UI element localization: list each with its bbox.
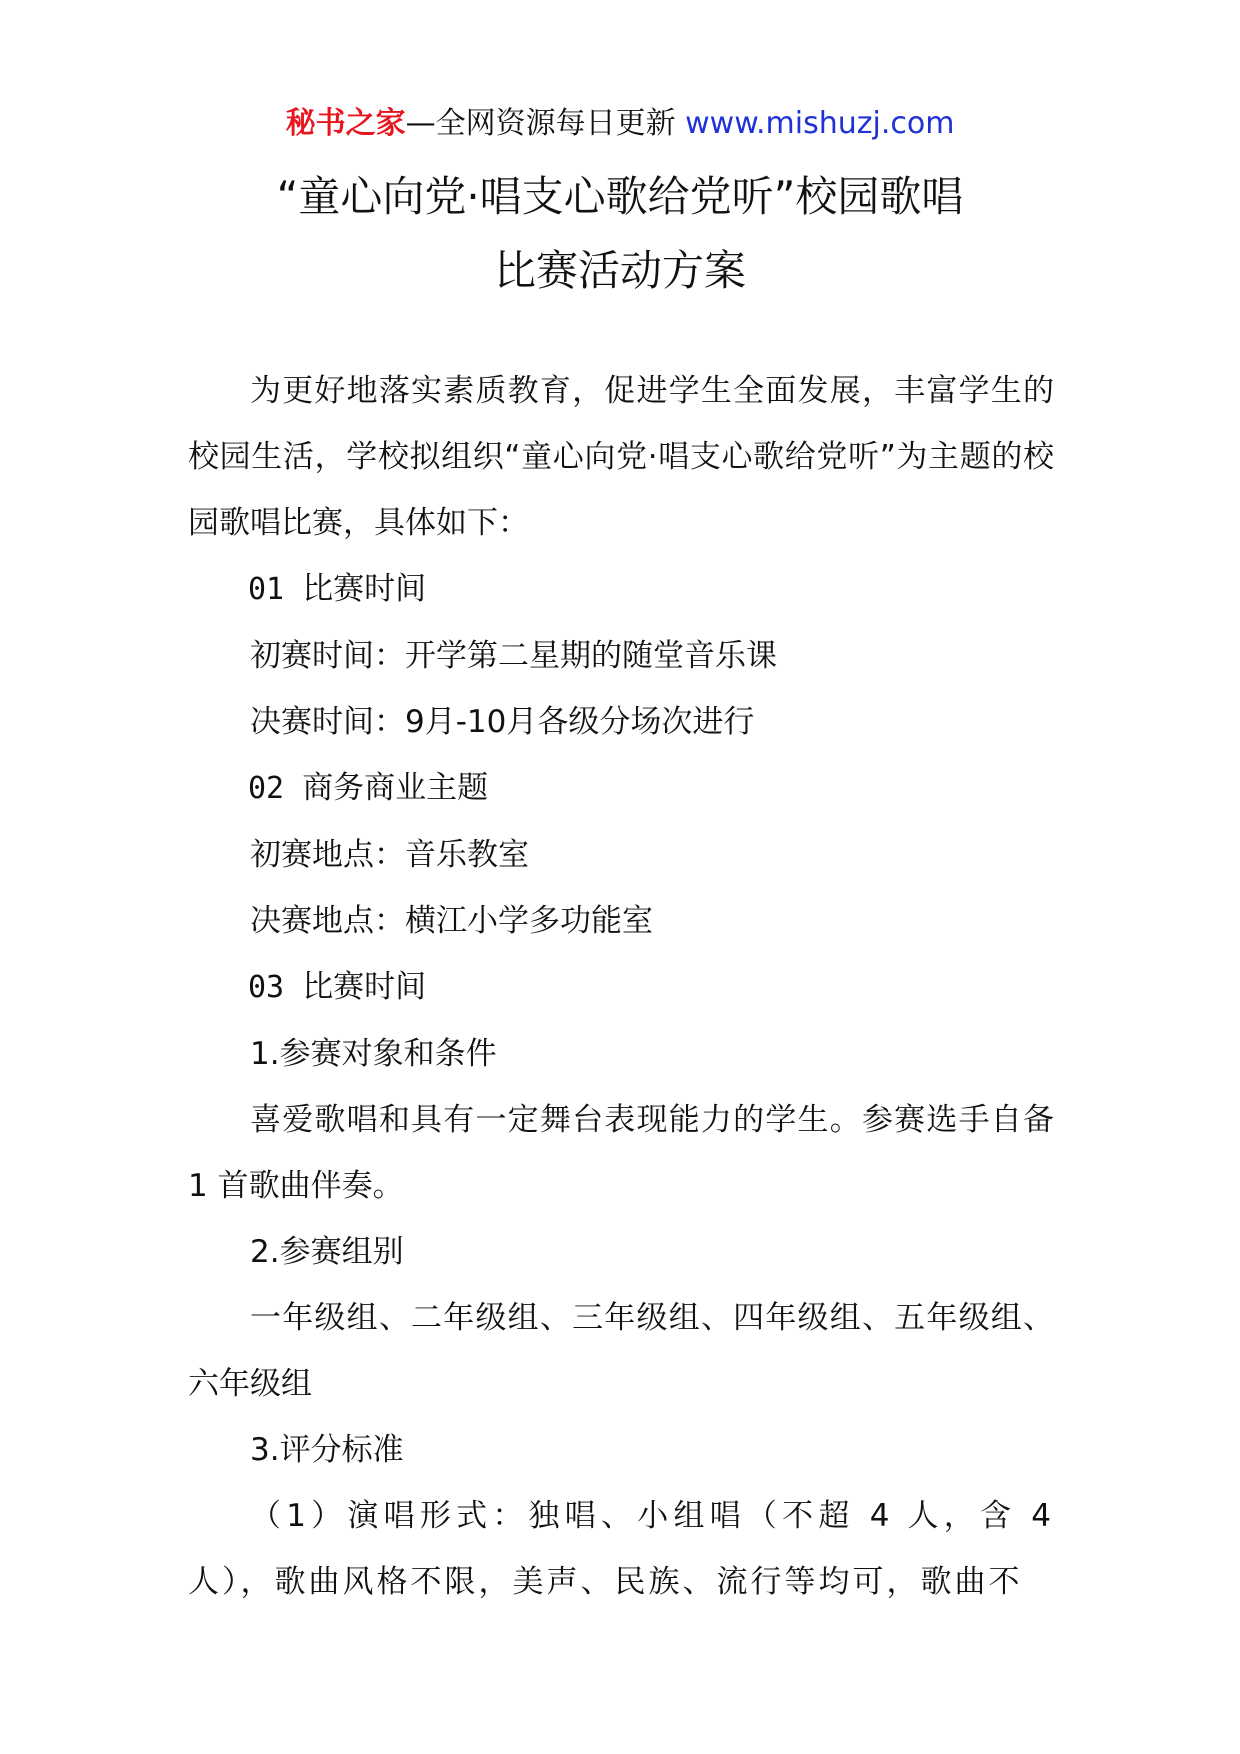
item-1-title: 1.参赛对象和条件 <box>250 1036 497 1072</box>
prelim-time-paragraph: 初赛时间：开学第二星期的随堂音乐课 <box>250 638 777 674</box>
final-place-paragraph: 决赛地点：横江小学多功能室 <box>250 903 653 939</box>
title-line-1: “童心向党·唱支心歌给党听”校园歌唱 <box>276 172 964 221</box>
item-2-title: 2.参赛组别 <box>250 1234 404 1270</box>
site-tagline: —全网资源每日更新 <box>405 106 686 141</box>
section-heading-02 <box>188 755 1054 822</box>
site-header <box>0 104 1240 144</box>
site-url[interactable]: www.mishuzj.com <box>685 106 955 141</box>
section-number: 01 <box>248 572 285 607</box>
item-1-body: 喜爱歌唱和具有一定舞台表现能力的学生。参赛选手自备 1 首歌曲伴奏。 <box>188 1102 1054 1204</box>
final-time-paragraph: 决赛时间：9月-10月各级分场次进行 <box>250 704 755 740</box>
item-2-body: 一年级组、二年级组、三年级组、四年级组、五年级组、六年级组 <box>188 1300 1054 1402</box>
section-number: 03 <box>248 970 285 1005</box>
item-3-title: 3.评分标准 <box>250 1432 404 1468</box>
section-heading-01 <box>188 556 1054 623</box>
document-title <box>0 160 1240 308</box>
document-body <box>188 358 1054 1615</box>
section-title: 比赛时间 <box>302 571 427 607</box>
section-title: 商务商业主题 <box>302 770 489 806</box>
prelim-place-paragraph: 初赛地点：音乐教室 <box>250 837 529 873</box>
section-heading-03 <box>188 954 1054 1021</box>
brand-name: 秘书之家 <box>285 106 406 141</box>
section-title: 比赛时间 <box>302 969 427 1005</box>
title-line-2: 比赛活动方案 <box>493 246 746 295</box>
intro-paragraph: 为更好地落实素质教育，促进学生全面发展，丰富学生的校园生活，学校拟组织“童心向党·唱支心歌给党听”为主题的校园歌唱比赛，具体如下： <box>188 373 1054 541</box>
section-number: 02 <box>248 771 285 806</box>
item-3-body: （1）演唱形式：独唱、小组唱（不超 4 人，含 4 人），歌曲风格不限，美声、民族、流行等均可，歌曲不 <box>188 1498 1054 1600</box>
